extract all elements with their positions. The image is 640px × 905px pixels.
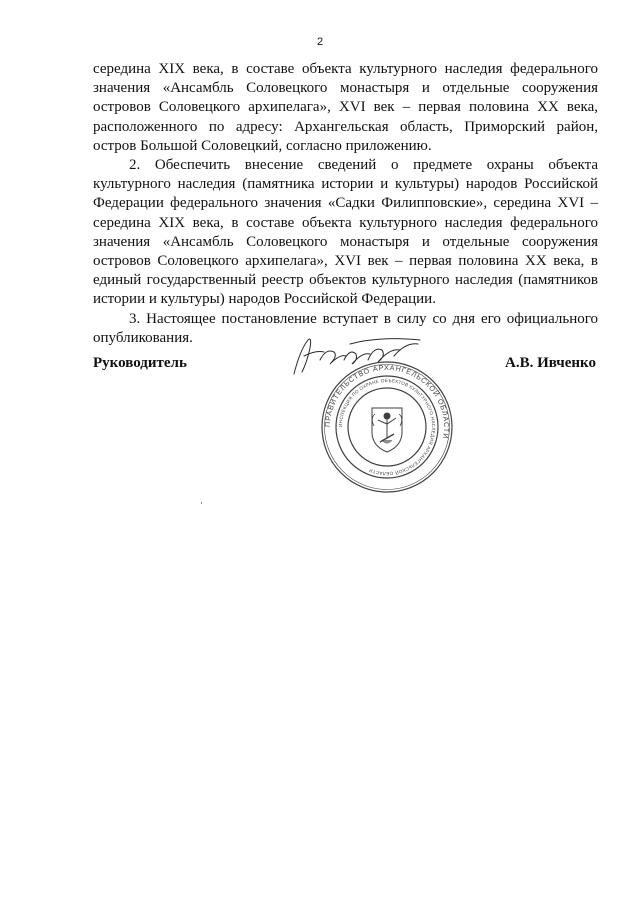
paragraph-continuation: середина XIX века, в составе объекта культурного наследия федерального значения «Ансамбль Соловецкого монастыря и отдельные сооружения островов Соловецкого архипелага», XVI век – первая половина XX века, расположенного по адресу: Архангельская область, Приморский район, остров Большой Соловецкий, согласно приложению. — [93, 61, 598, 154]
scan-speck — [201, 502, 202, 504]
seal-outer-text: ПРАВИТЕЛЬСТВО АРХАНГЕЛЬСКОЙ ОБЛАСТИ — [322, 362, 452, 440]
seal-inner-text: ИНСПЕКЦИЯ ПО ОХРАНЕ ОБЪЕКТОВ КУЛЬТУРНОГО НАСЛЕДИЯ АРХАНГЕЛЬСКОЙ ОБЛАСТИ — [337, 377, 437, 477]
handwritten-signature-icon — [290, 330, 430, 380]
paragraph-item-2: 2. Обеспечить внесение сведений о предмете охраны объекта культурного наследия (памятника истории и культуры) народов Российской Федерации федерального значения «Садки Филипповские», середина XVI – середина XIX века, в составе объекта культурного наследия федерального значения «Ансамбль Соловецкого монастыря и отдельные сооружения островов Соловецкого архипелага», XVI век – первая половина XX века, в единый государственный реестр объектов культурного наследия (памятников истории и культуры) народов Российской Федерации. — [93, 157, 598, 308]
document-body — [93, 60, 598, 348]
signatory-name: А.В. Ивченко — [505, 355, 596, 371]
paragraph-item-3: 3. Настоящее постановление вступает в силу со дня его официального опубликования. — [93, 310, 598, 346]
archangel-coat-of-arms-icon — [372, 408, 402, 452]
signatory-title: Руководитель — [93, 355, 187, 371]
page-number: 2 — [316, 36, 324, 48]
official-seal-icon — [320, 360, 454, 494]
